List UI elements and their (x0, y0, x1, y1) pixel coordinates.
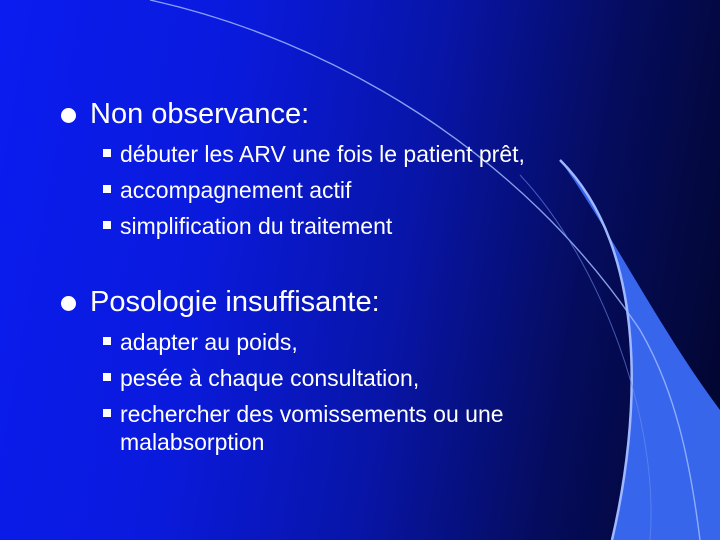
heading-text: Posologie insuffisante: (90, 286, 380, 318)
round-bullet-icon (61, 108, 76, 123)
sub-bullet-item (103, 140, 678, 168)
sub-bullet-item (103, 328, 678, 356)
sub-bullet-item (103, 176, 678, 204)
sub-bullet-text: simplification du traitement (120, 213, 393, 239)
square-bullet-icon (103, 185, 111, 193)
square-bullet-icon (103, 409, 111, 417)
sub-bullet-item (103, 400, 600, 456)
round-bullet-icon (61, 296, 76, 311)
sub-bullet-list (58, 140, 678, 240)
sub-bullet-text: accompagnement actif (120, 177, 352, 203)
sub-bullet-list (58, 328, 678, 456)
sub-bullet-item (103, 364, 678, 392)
square-bullet-icon (103, 337, 111, 345)
sub-bullet-text: rechercher des vomissements ou une malabsorption (120, 401, 504, 455)
sub-bullet-item (103, 212, 678, 240)
slide-content (58, 96, 678, 464)
square-bullet-icon (103, 221, 111, 229)
bullet-heading-posologie (58, 284, 678, 320)
heading-text: Non observance: (90, 98, 310, 130)
sub-bullet-text: pesée à chaque consultation, (120, 365, 420, 391)
bullet-heading-non-observance (58, 96, 678, 132)
sub-bullet-text: adapter au poids, (120, 329, 298, 355)
square-bullet-icon (103, 373, 111, 381)
sub-bullet-text: débuter les ARV une fois le patient prêt, (120, 141, 525, 167)
square-bullet-icon (103, 149, 111, 157)
